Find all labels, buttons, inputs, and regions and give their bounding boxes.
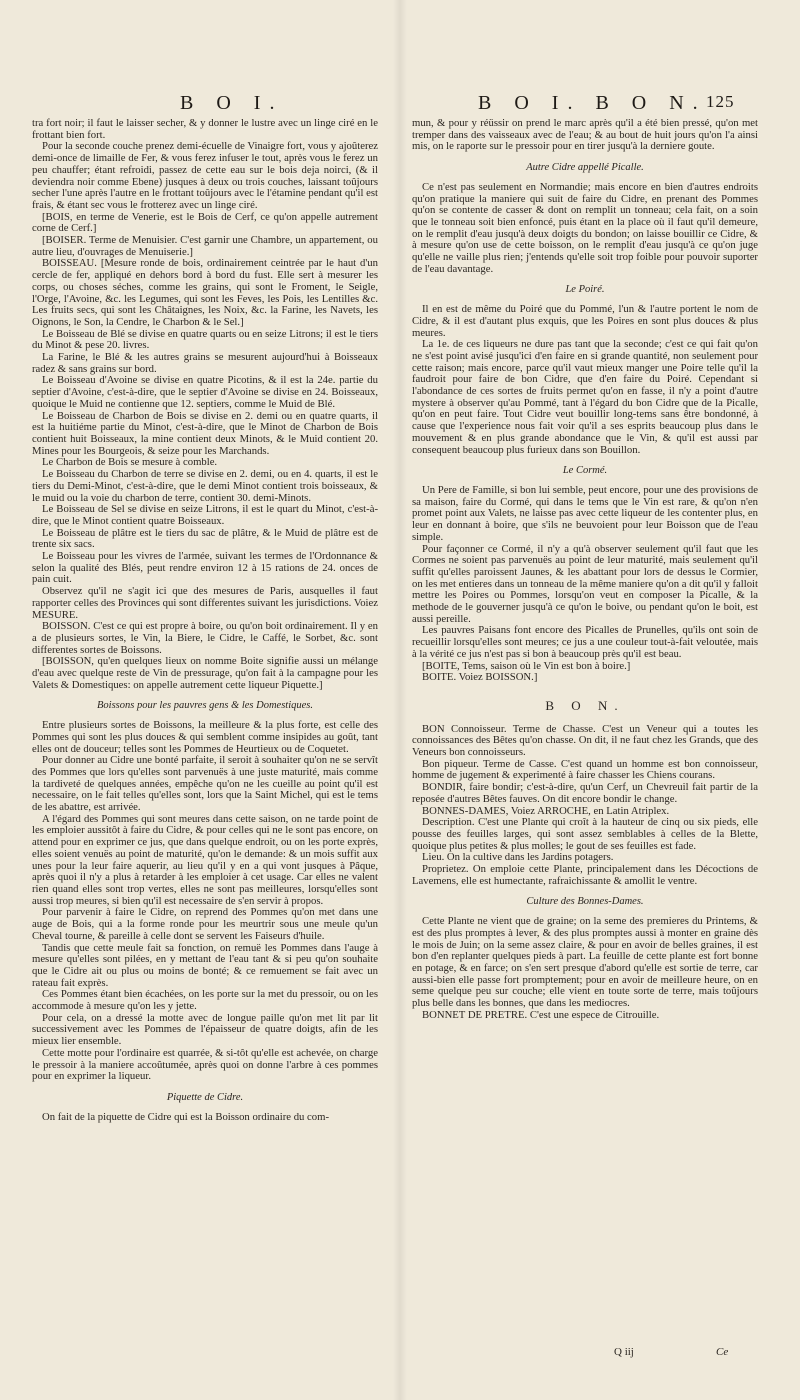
section-heading: Le Poiré. [565,284,605,296]
section-heading: Autre Cidre appellé Picalle. [526,162,644,174]
left-column [32,118,378,1380]
paragraph: On fait de la piquette de Cidre qui est la Boisson ordinaire du com- [42,1110,330,1123]
paragraph: Le Boisseau de Blé se divise en quatre quarts ou en seize Litrons; il est le tiers du Minot & pese 20. livres. [32,327,378,352]
paragraph: Le Charbon de Bois se mesure à comble. [42,456,218,469]
paragraph: Lieu. On la cultive dans les Jardins potagers. [422,851,614,864]
paragraph: BONNET DE PRETRE. C'est une espece de Citrouille. [422,1008,660,1021]
paragraph: A l'égard des Pommes qui sont meures dans cette saison, on ne tarde point de les emploier aussitôt à faire du Cidre, & pour celles qui ne le sont pas encore, on attend pour en exprimer ce jus, que dans quelque endroit, ou on les porte exprès, elles soient venuës au point de maturité, qu'on le demande: & un mois suffit aux unes pour la leur faire aquerir, au lieu qu'il y en a qui vont jusques à Pâque, après quoi il n'y a plus à retarder à les emploier à cet usage. Car elles ne valent rien quand elles sont trop vertes, elles ne sont pas meilleures, lorsqu'elles sont aussi trop meures, si bien qu'il est necessaire de s'en servir à propos. [32,812,378,907]
paragraph: Un Pere de Famille, si bon lui semble, peut encore, pour une des provisions de sa maison, faire du Cormé, qui dans le tems que le Vin est rare, & qu'on n'en promet point aux Valets, ne laisse pas avec cette liqueur de les contenter plus, en leur en donnant à boire, que s'ils ne beuvoient pour leur Boisson que de l'eau simple. [412,483,758,543]
section-heading: Le Cormé. [562,465,608,477]
paragraph: Entre plusieurs sortes de Boissons, la meilleure & la plus forte, est celle des Pommes qui sont les plus douces & qui semblent comme insipides au goût, tant elles ont de douceur; telles sont les Pommes de Heurtieux ou de Coquetet. [32,719,378,755]
paragraph: BOITE. Voiez BOISSON.] [422,671,538,684]
paragraph: Observez qu'il ne s'agit ici que des mesures de Paris, ausquelles il faut rapporter celles des Provinces qui sont differentes suivant les jurisdictions. Voiez MESURE. [32,585,378,621]
paragraph: Pour façonner ce Cormé, il n'y a qu'à observer seulement qu'il faut que les Cormes ne soient pas parvenuës au point de leur maturité, mais seulement qu'il suffit qu'elles paroissent Jaunes, & les abattant pour lors de dessus le Cormier, on les met entieres dans un tonneau de la même maniere qu'on a dit qu'il y falloit mettre les Poires ou Pommes, lorsqu'on veut en composer la Picalle, & la methode de le gouverner jusqu'à ce qu'on le boive, ou pendant qu'on le boit, est aussi pereille. [412,542,758,625]
paragraph: Pour la seconde couche prenez demi-écuelle de Vinaigre fort, vous y ajoûterez demi-once de limaille de Fer, & vous ferez infuser le tout, après vous le ferez un peu chauffer; étant refroidi, passez de cette eau sur le bois deja noirci, (& il deviendra noir comme Ebene) jusques à deux ou trois couches, laissant toûjours secher l'une après l'autre en le frottant toûjours avec le l'étamine pendant qu'il est frais, & étant sec vous le frotterez avec un linge ciré. [32,140,378,211]
paragraph: Il en est de même du Poiré que du Pommé, l'un & l'autre portent le nom de Cidre, & il est d'autant plus exquis, que les Poires en sont plus douces & plus meures. [412,303,758,339]
paragraph: Ces Pommes étant bien écachées, on les porte sur la met du pressoir, ou on les accommode à mesure qu'on les y jette. [32,988,378,1013]
paragraph: Ce n'est pas seulement en Normandie; mais encore en bien d'autres endroits qu'on pratique la maniere qui suit de faire du Cidre, en prenant des Pommes qu'on se contente de casser & dont on remplit un tonneau; cela fait, on a soin que le tonneau soit bien enfoncé, puis étant en la place où il faut qu'il demeure, on le remplit d'eau jusqu'à deux doigts du bondon; on laisse bouillir ce Cidre, & à mesure qu'on use de cette boisson, on le remplit d'eau jusqu'à ce qu'on juge qu'elle ne vaille plus rien; j'entends qu'elle soit trop foible pour pouvoir suporter de l'eau davantage. [412,180,758,275]
paragraph: [BOIS, en terme de Venerie, est le Bois de Cerf, ce qu'on appelle autrement corne de Cerf.] [32,210,378,235]
running-head-right: B O I. B O N. [478,92,707,114]
section-heading: Boissons pour les pauvres gens & les Domestiques. [96,700,313,712]
signature-mark: Q iij [614,1346,634,1358]
paragraph: Les pauvres Paisans font encore des Picalles de Prunelles, qu'ils ont soin de recueillir lorsqu'elles sont meures; ce jus a une couleur tout-à-fait veloutée, mais à la vérité ce jus n'est pas si bon à beaucoup près qu'il est beau. [412,624,758,660]
section-heading: Culture des Bonnes-Dames. [526,896,644,908]
catchword: Ce [716,1346,729,1358]
paragraph: Bon piqueur. Terme de Casse. C'est quand un homme est bon connoisseur, homme de jugement & experimenté à faire chasser les Chiens courans. [412,757,758,782]
letter-section-heading: B O N. [545,697,625,713]
paragraph: [BOITE, Tems, saison où le Vin est bon à boire.] [422,659,631,672]
paragraph: Tandis que cette meule fait sa fonction, on remuë les Pommes dans l'auge à mesure qu'elles sont pilées, en y mettant de l'eau tant & si peu qu'on souhaite que le Cidre ait ou plus ou moins de bonté; & ce remuement se fait avec un rateau fait exprès. [32,941,378,989]
paragraph: Cette Plante ne vient que de graine; on la seme des premieres du Printems, & est des plus promptes à lever, & des plus promptes aussi à monter en graine dès le mois de Juin; on la seme assez claire, & pour en avoir de belles graines, il est bon d'en replanter quelques pieds à part. La feuille de cette plante est fort bonne en potage, & en farce; on s'en sert presque d'abord qu'elle est sortie de terre, car aussi-bien elle passe fort promptement; pour en avoir de meilleure heure, on en seme quelque peu sur couche; elle vient en toute sorte de terre, mais toûjours plus belle dans les bonnes, que dans les mediocres. [412,915,758,1010]
paragraph: mun, & pour y réüssir on prend le marc après qu'il a été bien pressé, qu'on met tremper dans des vaisseaux avec de l'eau; & au bout de huit jours qu'on l'a ainsi mis, on le raporte sur le pressoir pour en tirer jusqu'à la derniere goute. [412,118,758,153]
paragraph: BON Connoisseur. Terme de Chasse. C'est un Veneur qui a toutes les connoissances des Bêtes qu'on chasse. On dit, il ne faut chez les Grands, que des Veneurs bon connoisseurs. [412,722,758,759]
paragraph: Le Boisseau de Sel se divise en seize Litrons, il est le quart du Minot, c'est-à-dire, que le Minot contient quatre Boisseaux. [32,503,378,527]
paragraph: La 1e. de ces liqueurs ne dure pas tant que la seconde; c'est ce qui fait qu'on ne s'est point avisé jusqu'ici d'en faire en si grande quantité, non seulement pour cette raison; mais encore, parce qu'il vaut mieux manger une Poire telle qu'il la faudroit pour faire de bon Cidre, que d'en faire du Poiré. Cependant si l'abondance de ces sortes de fruits permet qu'on en fasse, il n'y a point d'autre mystere à observer qu'au Pommé, tant à l'égard du bon Cidre que de la Picalle, qu'on en peut faire. Tout Cidre veut bouillir long-tems sans être bondonné, à cause que l'experience nous fait voir qu'il a ses esprits beaucoup plus dans le mouvement & en plus grande abondance que le Vin, & qu'il est aussi par consequent beaucoup plus furieux dans son Bouillon. [412,338,758,456]
paragraph: Pour cela, on a dressé la motte avec de longue paille qu'on met lit par lit successivement avec les Pommes de l'épaisseur de quatre doigts, afin de les mieux lier ensemble. [32,1011,378,1048]
paragraph: Le Boisseau de plâtre est le tiers du sac de plâtre, & le Muid de plâtre est de trente six sacs. [32,526,378,551]
paragraph: BONNES-DAMES, Voiez ARROCHE, en Latin Atriplex. [422,804,670,817]
paragraph: tra fort noir; il faut le laisser secher, & y donner le lustre avec un linge ciré en le frottant bien fort. [32,118,378,141]
page-number: 125 [706,92,735,111]
paragraph: Le Boisseau d'Avoine se divise en quatre Picotins, & il est la 24e. partie du septier d'Avoine, c'est-à-dire, que le septier d'Avoine se divise en 24. Boisseaux, quoique le Muid ne contienne que 12. septiers, comme le Muid de Blé. [32,374,378,410]
paragraph: [BOISER. Terme de Menuisier. C'est garnir une Chambre, un appartement, ou autre lieu, d'ouvrages de Menuiserie.] [32,234,378,258]
paragraph: Pour donner au Cidre une bonté parfaite, il seroit à souhaiter qu'on ne se servît des Pommes que lors qu'elles sont parvenuës à une juste maturité, mais comme la tardiveté de quelques années, empêche qu'on ne les cueille au point qu'il est necessaire, on le fait telles qu'elles sont, lors que la Saint Michel, qui est le tems de les abattre, est arrivée. [32,754,378,814]
paragraph: Proprietez. On emploie cette Plante, principalement dans les Décoctions de Lavemens, elle est humectante, rafraichissante & amollit le ventre. [412,863,758,887]
running-head-left: B O I. [180,92,284,114]
paragraph: Le Boisseau du Charbon de terre se divise en 2. demi, ou en 4. quarts, il est le tiers du Demi-Minot, c'est-à-dire, que le demi Minot contient trois boisseaux, & le muid ou la voie du charbon de terre, contient 30. demi-Minots. [32,468,378,504]
paragraph: [BOISSON, qu'en quelques lieux on nomme Boite signifie aussi un mélange d'eau avec quelque reste de Vin de pressurage, qu'on fait à la campagne pour les Valets & Domestiques: on appelle autrement cette liqueur Piquette.] [32,655,378,691]
paragraph: Cette motte pour l'ordinaire est quarrée, & si-tôt qu'elle est achevée, on charge le pressoir à la maniere accoûtumée, après quoi on donne l'arbre à ces pommes pour en exprimer la liqueur. [32,1046,378,1083]
gutter-shadow [393,0,407,1400]
paragraph: BOISSEAU. [Mesure ronde de bois, ordinairement ceintrée par le haut d'un cercle de fer, appliqué en dehors bord à bord du fust. Elle sert à mesurer les corps, ou choses séches, comme les grains, qui sont le Froment, le Seigle, l'Orge, l'Avoine, &c. les Legumes, qui sont les Feves, les Pois, les Lentilles &c. Les fruits secs, qui sont les Châtaignes, les Noix, &c. la Farine, les Navets, les Oignons, le Son, la Cendre, le Charbon & le Sel.] [32,257,378,328]
paragraph: Le Boisseau pour les vivres de l'armée, suivant les termes de l'Ordonnance & selon la qualité des Blés, peut rendre environ 12 à 15 rations de 24. onces de pain cuit. [32,550,378,586]
paragraph: La Farine, le Blé & les autres grains se mesurent aujourd'hui à Boisseaux radez & sans grains sur bord. [32,351,378,375]
section-heading: Piquette de Cidre. [166,1091,244,1103]
paragraph: Description. C'est une Plante qui croît à la hauteur de cinq ou six pieds, elle pousse des feuilles larges, qui sont assez semblables à celles de la Blette, quoique plus petites & plus molles; le gout de ses feuilles est fade. [412,816,758,852]
paragraph: BOISSON. C'est ce qui est propre à boire, ou qu'on boit ordinairement. Il y en a de plusieurs sortes, le Vin, la Biere, le Cidre, le Caffé, le Sorbet, &c. sont differentes sortes de Boissons. [32,620,378,656]
paragraph: Pour parvenir à faire le Cidre, on reprend des Pommes qu'on met dans une auge de Bois, qui a la forme ronde pour les meurtrir sous une meule qu'un Cheval tourne, & pareille à celle dont se servent les Faiseurs d'huile. [32,906,378,942]
paragraph: BONDIR, faire bondir; c'est-à-dire, qu'un Cerf, un Chevreuil fait partir de la reposée d'autres Bêtes fauves. On dit encore bondir le change. [412,781,758,805]
paragraph: Le Boisseau de Charbon de Bois se divise en 2. demi ou en quatre quarts, il est la huitiéme partie du Minot, c'est-à-dire, que le Minot de Charbon de Bois contient huit Boisseaux, la mine contient deux Minots, & le Muid contient 20. Mines pour les Bourgeois, & seize pour les Marchands. [32,409,378,457]
right-column [412,118,758,1380]
